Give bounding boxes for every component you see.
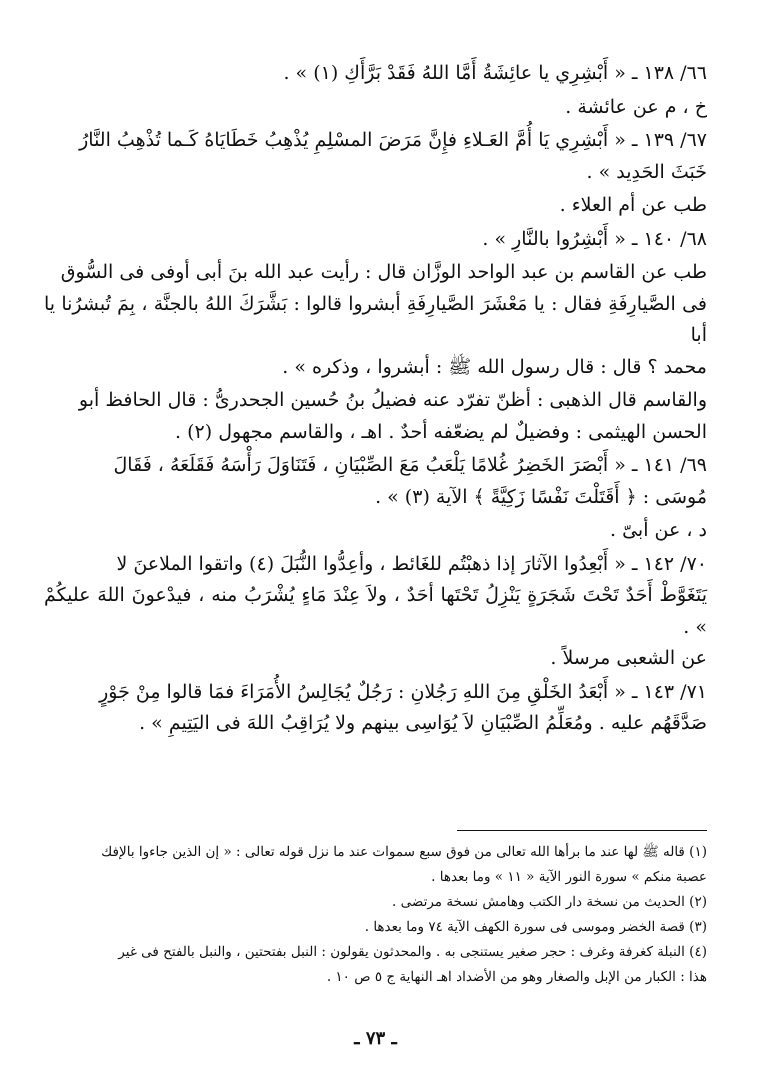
footnote-divider — [457, 830, 707, 831]
page-number: ـ ٧٣ ـ — [354, 1028, 397, 1049]
hadith-140-source-line-3: محمد ؟ قال : قال رسول الله ﷺ : أبشروا ، وذكره » . — [282, 355, 707, 378]
hadith-140-commentary-line-2: الحسن الهيثمى : وفضيلٌ لم يضعّفه أحدٌ . اهـ ، والقاسم مجهول (٢) . — [175, 420, 707, 443]
footnote-1-line-2: عصبة منكم » سورة النور الآية « ١١ » وما بعدها . — [431, 869, 707, 885]
hadith-143-line-1: ٧١/ ١٤٣ ـ « أَبْعَدُ الخَلْقِ مِنَ اللهِ رَجُلانِ : رَجُلٌ يُجَالِسُ الأُمَرَاءَ فمَا قالوا مِنْ جَوْرٍ — [99, 680, 707, 703]
hadith-140-source-line-1: طب عن القاسم بن عبد الواحد الوزَّان قال : رأيت عبد الله بنَ أبى أوفى فى السُّوق — [60, 261, 707, 283]
book-page — [44, 58, 707, 1085]
hadith-139-line-2: خَبَثَ الحَدِيد » . — [586, 160, 707, 183]
hadith-141-source: د ، عن أبىّ . — [610, 519, 707, 541]
hadith-138-line-1: ٦٦/ ١٣٨ ـ « أَبْشِرِي يا عائِشَةُ أَمَّا اللهُ فَقَدْ بَرَّأَكِ (١) » . — [283, 62, 707, 84]
footnote-2: (٢) الحديث من نسخة دار الكتب وهامش نسخة مرتضى . — [392, 894, 707, 910]
hadith-142-line-2: يَتَغَوَّطْ أَحَدٌ تَحْتَ شَجَرَةٍ يَنْزِلُ تَحْتَها أحَدٌ ، ولاَ عِنْدَ مَاءٍ يُشْرَبُ منه ، فيدْعونَ اللهَ عليكُمْ » . — [44, 584, 707, 638]
hadith-139-source: طب عن أم العلاء . — [559, 194, 707, 216]
hadith-142-line-1: ٧٠/ ١٤٢ ـ « أَبْعِدُوا الآثارَ إذا ذهبْتُم للغَائط ، وأعِدُّوا النُّبَلَ (٤) واتقوا الملاعنَ لا — [116, 552, 707, 575]
footnote-4-line-1: (٤) النبلة كغرفة وغرف : حجر صغير يستنجى به . والمحدثون يقولون : النبل بفتحتين ، والنبل بالفتح فى غير — [118, 944, 707, 960]
hadith-140-commentary-line-1: والقاسم قال الذهبى : أظنّ تفرّد عنه فضيلُ بنُ حُسين الجحدرىُّ : قال الحافظ أبو — [78, 389, 707, 411]
hadith-143-line-2: صَدَّقَهُم عليه . ومُعَلِّمُ الصِّبْيَانِ لاَ يُوَاسِى بينهم ولا يُرَاقِبُ اللهَ فى اليَتِيمِ » . — [139, 712, 707, 734]
footnote-4-line-2: هذا : الكبار من الإبل والصغار وهو من الأضداد اهـ النهاية ج ٥ ص ١٠ . — [326, 969, 707, 985]
hadith-140-source-line-2: فى الصَّيارِفَةِ فقال : يا مَعْشَرَ الصَّيارِفَةِ أبشروا قالوا : بَشَّرَكَ اللهُ بالجنَّة ، بِمَ تُبشرُنا يا أبا — [44, 292, 707, 346]
hadith-141-line-2: مُوسَى : ﴿ أَقَتَلْتَ نَفْسًا زَكِيَّةً ﴾ الآية (٣) » . — [375, 485, 707, 508]
hadith-142-source: عن الشعبى مرسلاً . — [550, 647, 707, 669]
footnotes — [44, 840, 707, 990]
hadith-139-line-1: ٦٧/ ١٣٩ ـ « أَبْشِرِي يَا أُمَّ العَـلاءِ فإِنَّ مَرَضَ المسْلِمِ يُذْهِبُ خَطَايَاهُ كَـما تُذْهِبُ النَّارُ — [79, 129, 707, 151]
main-text — [44, 58, 707, 740]
hadith-138-source: خ ، م عن عائشة . — [565, 95, 707, 118]
hadith-141-line-1: ٦٩/ ١٤١ ـ « أَبْصَرَ الخَضِرُ غُلامًا يَلْعَبُ مَعَ الصِّبْيَانِ ، فَتَنَاوَلَ رَأْسَهُ فَقَلَعَهُ ، فَقَالَ — [113, 454, 707, 476]
hadith-140-line-1: ٦٨/ ١٤٠ ـ « أَبْشِرُوا بالنَّارِ » . — [482, 227, 707, 250]
footnote-3: (٣) قصة الخضر وموسى فى سورة الكهف الآية ٧٤ وما بعدها . — [364, 919, 707, 935]
footnote-1-line-1: (١) قاله ﷺ لها عند ما برأها الله تعالى من فوق سبع سموات عند ما نزل قوله تعالى : « إن الذين جاءوا بالإفك — [101, 844, 707, 860]
